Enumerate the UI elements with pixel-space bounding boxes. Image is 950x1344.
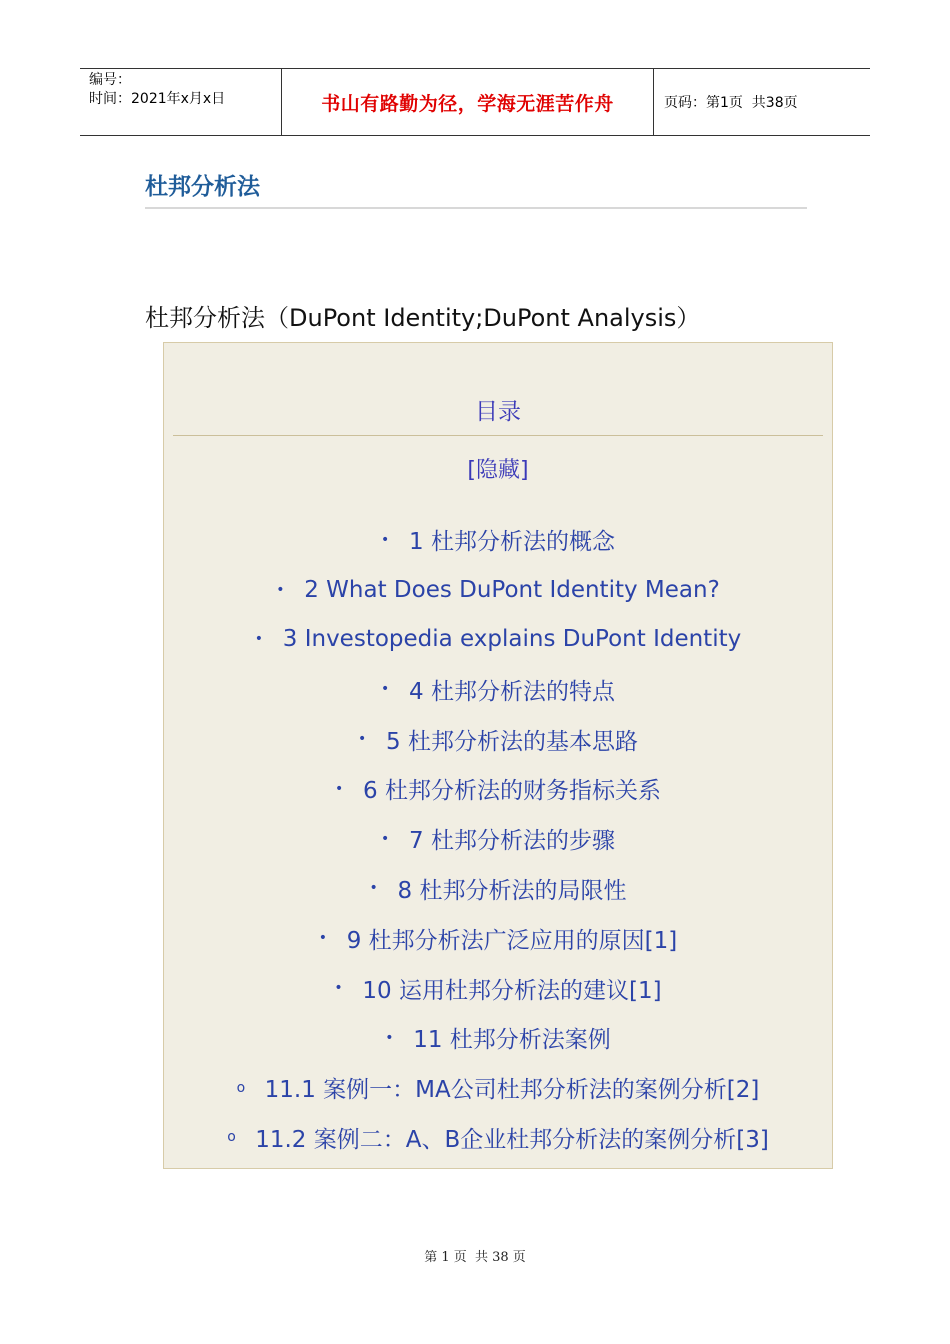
toc-link[interactable]: 3 Investopedia explains DuPont Identity: [282, 626, 742, 653]
page-header: [80, 68, 870, 136]
bullet-icon: •: [381, 531, 390, 548]
header-page-info: [654, 69, 870, 135]
bullet-icon: •: [318, 930, 327, 947]
toc-link[interactable]: 7 杜邦分析法的步骤: [409, 828, 615, 855]
toc-link[interactable]: 8 杜邦分析法的局限性: [397, 877, 627, 904]
bullet-icon: •: [335, 780, 344, 797]
title-divider: [145, 207, 807, 209]
toc-item: [164, 1013, 832, 1063]
section-heading: 杜邦分析法（DuPont Identity;DuPont Analysis）: [145, 304, 701, 332]
toc-link[interactable]: 5 杜邦分析法的基本思路: [386, 728, 638, 755]
toc-toggle: [164, 453, 832, 484]
toc-list: [164, 515, 832, 1162]
toc-link[interactable]: 1 杜邦分析法的概念: [409, 529, 615, 556]
toc-hide-link[interactable]: 隐藏: [475, 458, 520, 483]
toc-link[interactable]: 2 What Does DuPont Identity Mean?: [304, 576, 720, 603]
toc-link[interactable]: 10 运用杜邦分析法的建议[1]: [362, 977, 662, 1004]
toc-link[interactable]: 4 杜邦分析法的特点: [409, 678, 615, 705]
motto: 书山有路勤为径，学海无涯苦作舟: [281, 69, 654, 135]
toc-item: [164, 814, 832, 864]
time-label: 时间：2021年x月x日: [89, 91, 226, 107]
header-left-cell: [80, 69, 281, 135]
table-of-contents: [163, 342, 833, 1169]
toc-item: [164, 764, 832, 814]
toc-link[interactable]: 11.2 案例二：A、B企业杜邦分析法的案例分析[3]: [255, 1126, 769, 1153]
bullet-icon: •: [254, 631, 264, 648]
toc-toggle-open-bracket: [: [467, 458, 476, 483]
code-label: 编号：: [89, 72, 131, 88]
toc-link[interactable]: 9 杜邦分析法广泛应用的原因[1]: [346, 927, 678, 954]
toc-subitem: [164, 1113, 832, 1163]
circle-bullet-icon: o: [236, 1079, 246, 1096]
toc-link[interactable]: 11 杜邦分析法案例: [413, 1027, 611, 1054]
toc-item: [164, 714, 832, 764]
toc-toggle-close-bracket: ]: [520, 458, 529, 483]
bullet-icon: •: [381, 681, 390, 698]
bullet-icon: •: [381, 830, 390, 847]
toc-heading: 目录: [475, 399, 521, 425]
toc-item: [164, 565, 832, 615]
toc-item: [164, 864, 832, 914]
bullet-icon: •: [334, 980, 343, 997]
toc-divider: [173, 435, 823, 436]
page-footer: [0, 1246, 950, 1265]
bullet-icon: •: [385, 1029, 394, 1046]
toc-item: [164, 664, 832, 714]
bullet-icon: •: [358, 731, 367, 748]
footer-page-number: 第 1 页 共 38 页: [424, 1250, 526, 1265]
toc-subitem: [164, 1063, 832, 1113]
toc-item: [164, 515, 832, 565]
bullet-icon: •: [276, 581, 285, 598]
circle-bullet-icon: o: [227, 1129, 236, 1146]
toc-item: [164, 963, 832, 1013]
toc-link[interactable]: 11.1 案例一：MA公司杜邦分析法的案例分析[2]: [264, 1077, 760, 1104]
page-info-text: 页码：第1页 共38页: [664, 95, 798, 111]
toc-link[interactable]: 6 杜邦分析法的财务指标关系: [363, 778, 661, 805]
document-title: 杜邦分析法: [145, 174, 260, 200]
toc-item: [164, 615, 832, 665]
bullet-icon: •: [369, 880, 378, 897]
toc-item: [164, 913, 832, 963]
